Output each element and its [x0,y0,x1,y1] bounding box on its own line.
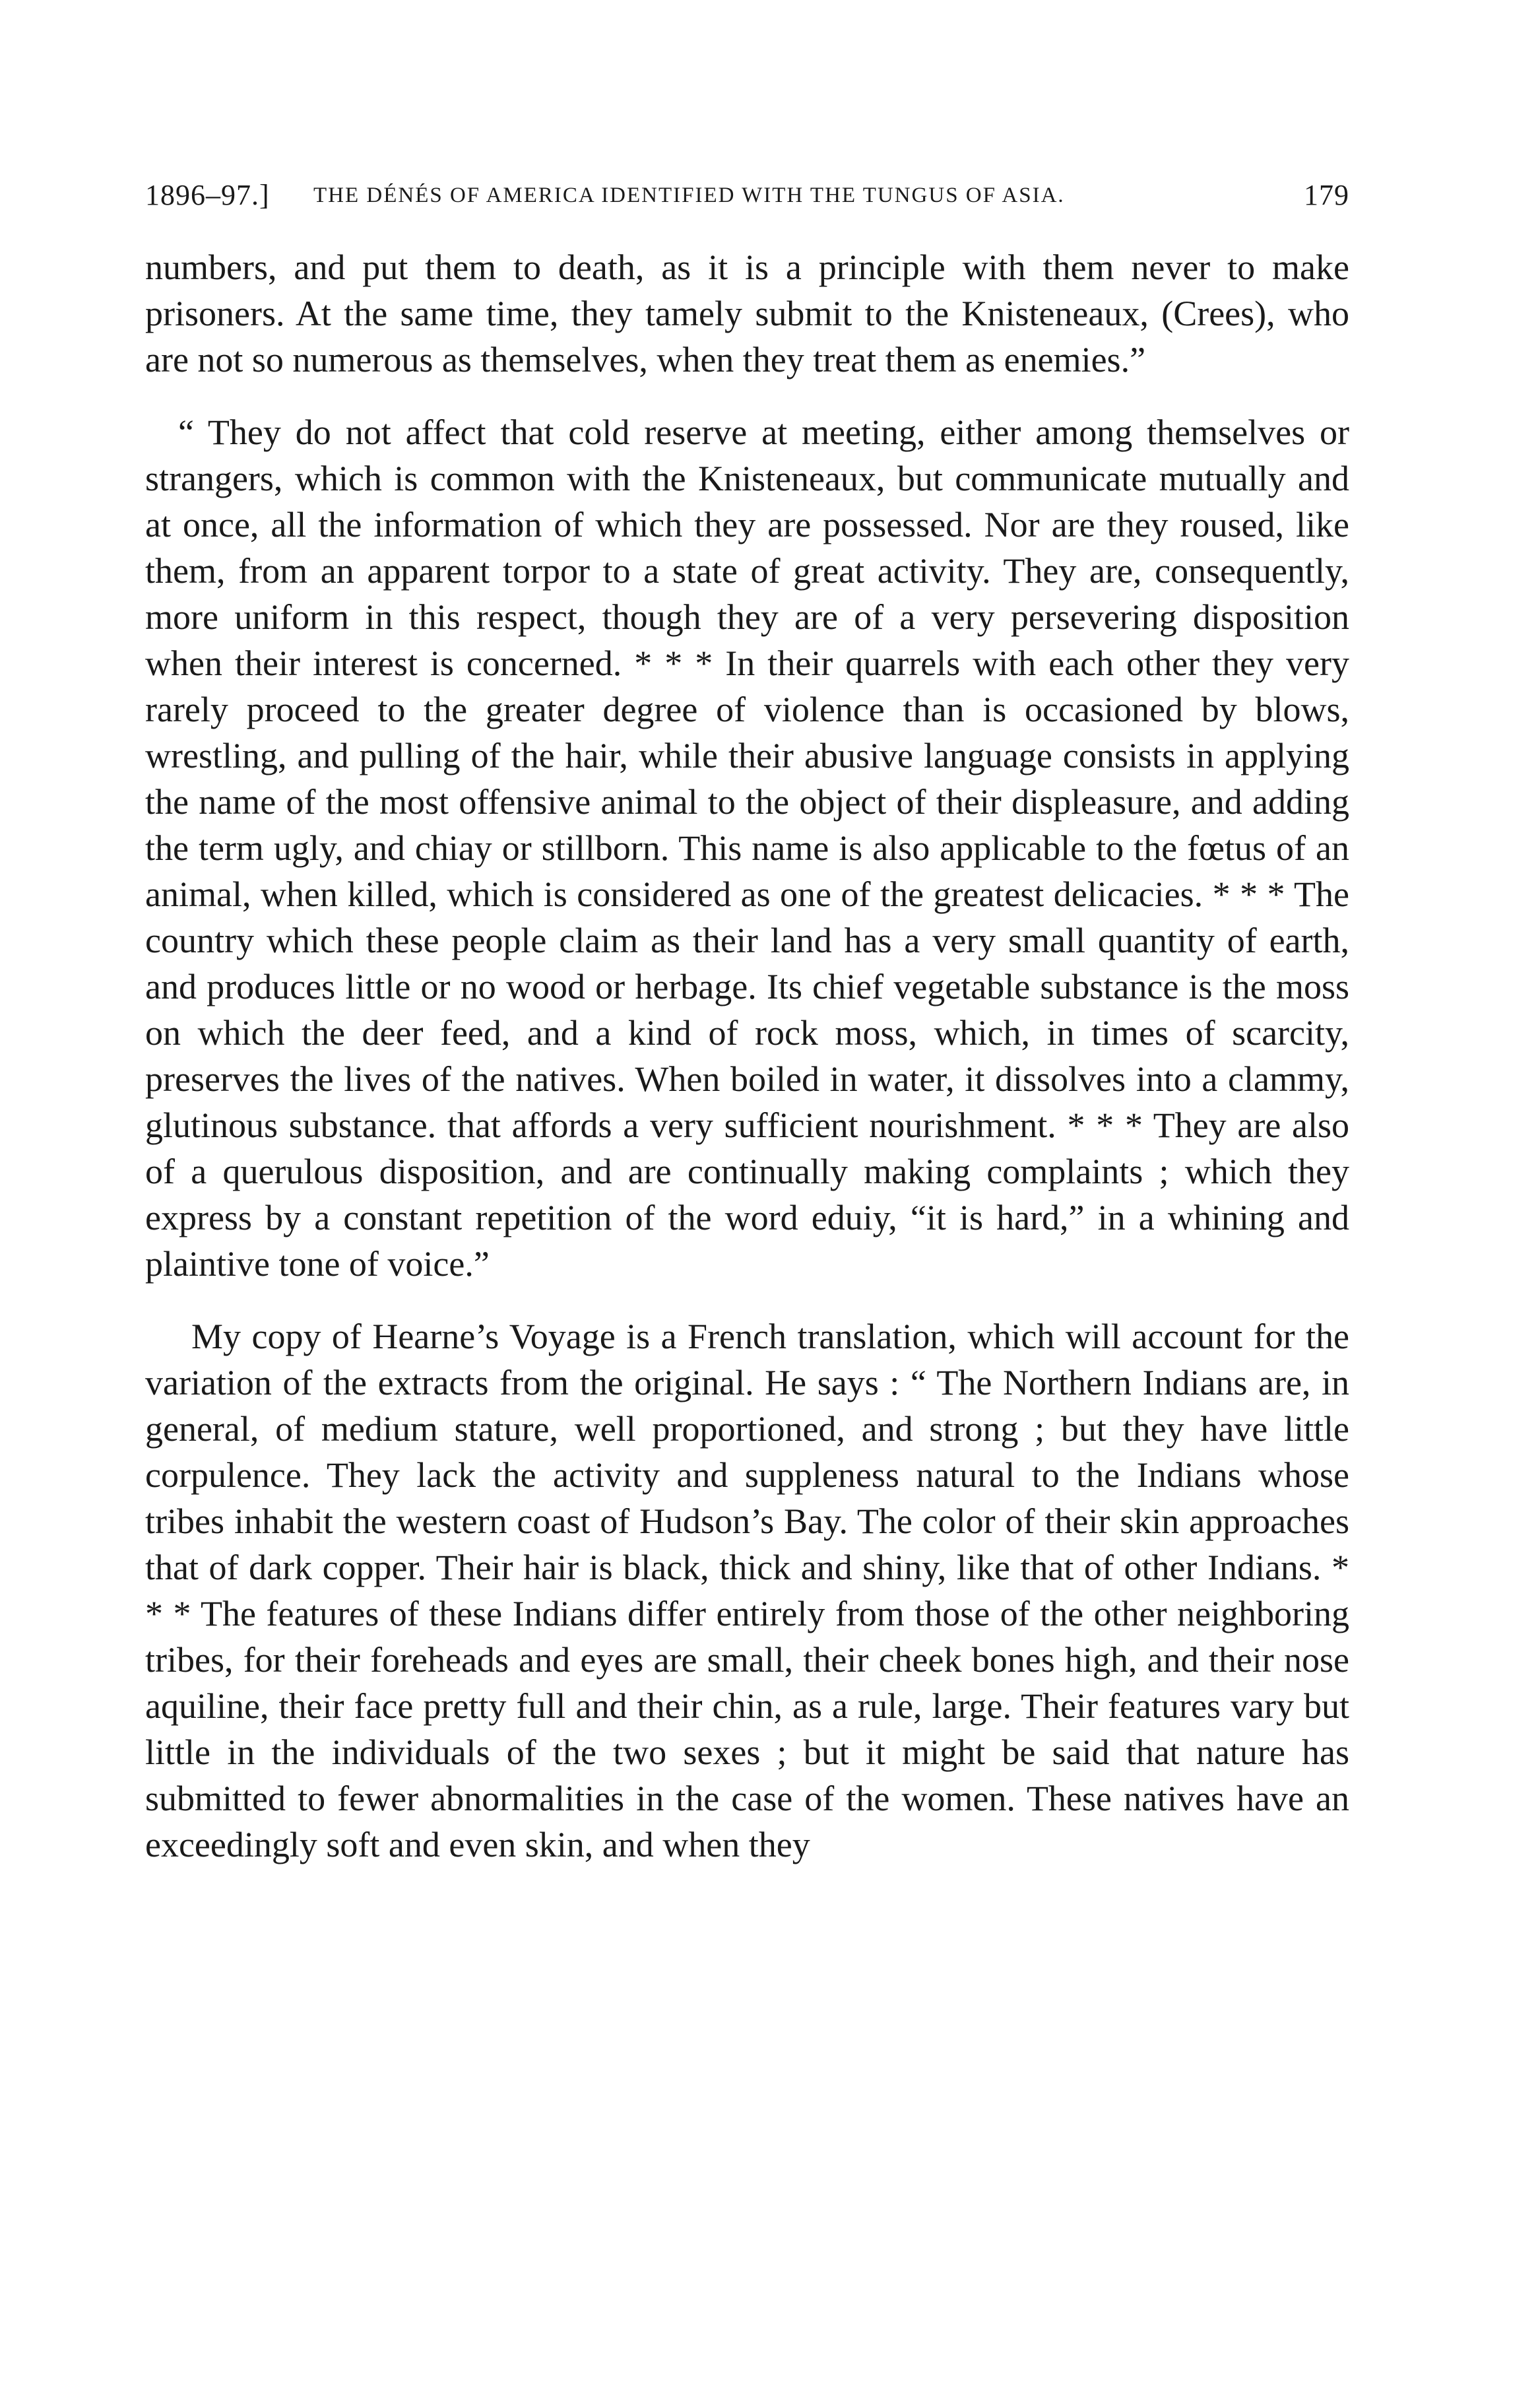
running-title: THE DÉNÉS OF AMERICA IDENTIFIED WITH THE TUNGUS OF ASIA. [313,183,1065,207]
issue-year: 1896–97.] [145,179,270,211]
page-number: 179 [1304,179,1349,211]
paragraph-2: “ They do not affect that cold reserve at meeting, either among themselves or strangers, which is common with the Knisteneaux, but communicate mutually and at once, all the information of which they are possessed. Nor are they roused, like them, from an apparent torpor to a state of great activity. They are, consequently, more uniform in this respect, though they are of a very persevering disposition when their interest is concerned. * * * In their quarrels with each other they very rarely proceed to the greater degree of violence than is occasioned by blows, wrestling, and pulling of the hair, while their abusive language consists in applying the name of the most offensive animal to the object of their displeasure, and adding the term ugly, and chiay or stillborn. This name is also applicable to the fœtus of an animal, when killed, which is considered as one of the greatest delicacies. * * * The country which these people claim as their land has a very small quantity of earth, and produces little or no wood or herbage. Its chief vegetable substance is the moss on which the deer feed, and a kind of rock moss, which, in times of scarcity, preserves the lives of the natives. When boiled in water, it dissolves into a clammy, glutinous substance. that affords a very sufficient nourishment. * * * They are also of a querulous disposition, and are continually making complaints ; which they express by a constant repetition of the word eduiy, “it is hard,” in a whining and plaintive tone of voice.” [145,412,1349,1284]
paragraph-3: My copy of Hearne’s Voyage is a French translation, which will account for the variation of the extracts from the original. He says : “ The Northern Indians are, in general, of medium stature, well proportioned, and strong ; but they have little corpulence. They lack the activity and suppleness natural to the Indians whose tribes inhabit the western coast of Hudson’s Bay. The color of their skin approaches that of dark copper. Their hair is black, thick and shiny, like that of other Indians. * * * The features of these Indians differ entirely from those of the other neighboring tribes, for their foreheads and eyes are small, their cheek bones high, and their nose aquiline, their face pretty full and their chin, as a rule, large. Their features vary but little in the individuals of the two sexes ; but it might be said that nature has submitted to fewer abnormalities in the case of the women. These natives have an exceedingly soft and even skin, and when they [145,1317,1349,1864]
page-body [145,244,1349,1868]
paragraph-1: numbers, and put them to death, as it is a principle with them never to make prisoners. At the same time, they tamely submit to the Knisteneaux, (Crees), who are not so numerous as themselves, when they treat them as enemies.” [145,247,1349,379]
running-header [145,178,1349,218]
